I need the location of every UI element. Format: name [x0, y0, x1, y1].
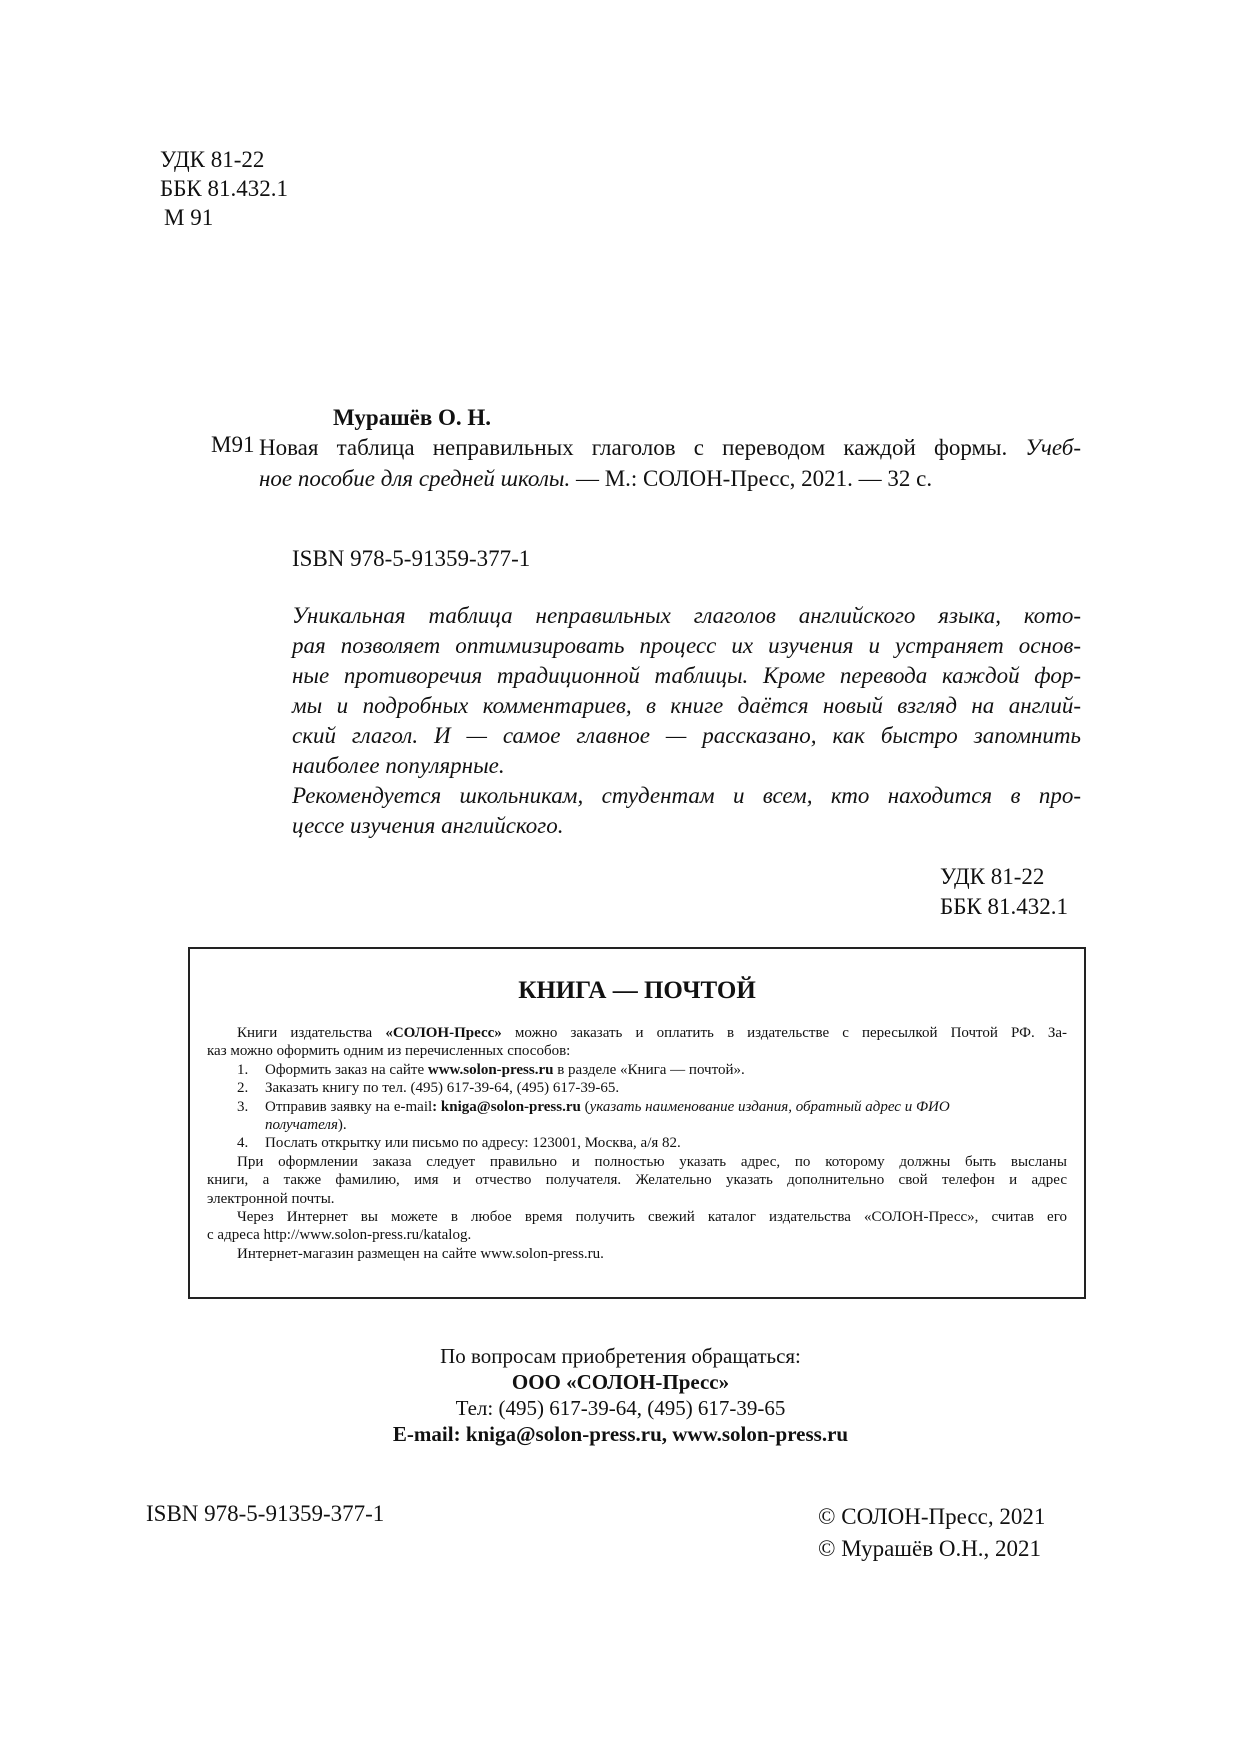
order-method-item-continuation: получателя).: [265, 1117, 347, 1134]
order-method-item: 3. Отправив заявку на e-mail: kniga@solon-press.ru (указать наименование издания, обратный адрес и ФИО: [237, 1098, 950, 1115]
company-name: ООО «СОЛОН-Пресс»: [511, 1370, 730, 1394]
book-type-part1: Учеб-: [1025, 435, 1082, 460]
author-name: Мурашёв О. Н.: [333, 405, 492, 430]
book-type-part2: ное пособие для средней школы.: [259, 466, 571, 491]
annotation: [292, 601, 1081, 841]
contacts-heading: По вопросам приобретения обращаться:: [440, 1344, 801, 1368]
annotation-line: ский глагол. И — самое главное — рассказано, как быстро запомнить: [292, 723, 1081, 748]
order-method-item: 2. Заказать книгу по тел. (495) 617-39-64, (495) 617-39-65.: [237, 1080, 620, 1097]
biblio-line-2: [259, 463, 1081, 494]
mail-box-body: [207, 1024, 1067, 1263]
isbn-footer: ISBN 978-5-91359-377-1: [146, 1501, 385, 1526]
order-method-item: 1. Оформить заказ на сайте www.solon-press.ru в разделе «Книга — почтой».: [237, 1061, 745, 1078]
mail-intro-line: Книги издательства «СОЛОН-Пресс» можно заказать и оплатить в издательстве с пересылкой Почтой РФ. За-: [237, 1025, 1067, 1041]
shop-line: Интернет-магазин размещен на сайте www.solon-press.ru.: [237, 1245, 604, 1262]
email-and-website[interactable]: E-mail: kniga@solon-press.ru, www.solon-press.ru: [392, 1422, 849, 1446]
phone-numbers: Тел: (495) 617-39-64, (495) 617-39-65: [455, 1396, 786, 1420]
publication-info: — М.: СОЛОН-Пресс, 2021. — 32 с.: [575, 466, 933, 491]
isbn-entry: ISBN 978-5-91359-377-1: [292, 546, 531, 571]
classification-codes-top: [160, 145, 288, 232]
book-title: Новая таблица неправильных глаголов с переводом каждой формы.: [259, 435, 1008, 460]
order-method-item: 4. Послать открытку или письмо по адресу: 123001, Москва, а/я 82.: [237, 1135, 681, 1152]
note-line: При оформлении заказа следует правильно и полностью указать адрес, по которому должны быть высланы: [237, 1153, 1067, 1170]
bbk-code: ББК 81.432.1: [940, 894, 1069, 919]
catalog-line: Через Интернет вы можете в любое время получить свежий каталог издательства «СОЛОН-Пресс», считав его: [237, 1209, 1067, 1226]
copyright-author: © Мурашёв О.Н., 2021: [818, 1536, 1042, 1561]
bbk-code: ББК 81.432.1: [160, 176, 289, 201]
udk-code: УДК 81-22: [940, 864, 1045, 889]
note-line: электронной почты.: [207, 1190, 335, 1207]
annotation-line: Уникальная таблица неправильных глаголов английского языка, кото-: [292, 603, 1081, 628]
udk-code: УДК 81-22: [160, 147, 265, 172]
biblio-line-1: [259, 432, 1081, 463]
author-mark-code: М 91: [164, 205, 214, 230]
note-line: книги, а также фамилию, имя и отчество получателя. Желательно указать дополнительно свой телефон и адрес: [207, 1172, 1067, 1189]
annotation-line: мы и подробных комментариев, в книге даётся новый взгляд на англий-: [292, 693, 1081, 718]
annotation-line: цессе изучения английского.: [292, 813, 564, 838]
annotation-line: наиболее популярные.: [292, 753, 505, 778]
copyright-block: [818, 1501, 1045, 1565]
annotation-line: рая позволяет оптимизировать процесс их изучения и устраняет основ-: [292, 633, 1081, 658]
mail-intro-line: каз можно оформить одним из перечисленных способов:: [207, 1043, 571, 1060]
author-mark: М91: [211, 432, 255, 457]
website-link[interactable]: www.solon-press.ru: [427, 1061, 554, 1078]
mail-box-title: КНИГА — ПОЧТОЙ: [518, 977, 756, 1004]
catalog-line: с адреса http://www.solon-press.ru/katalog.: [207, 1227, 472, 1244]
purchase-contacts: [0, 1343, 1241, 1447]
annotation-line: ные противоречия традиционной таблицы. Кроме перевода каждой фор-: [292, 663, 1081, 688]
annotation-line: Рекомендуется школьникам, студентам и всем, кто находится в про-: [292, 783, 1081, 808]
copyright-publisher: © СОЛОН-Пресс, 2021: [818, 1504, 1046, 1529]
bibliographic-description: [259, 432, 1081, 494]
book-by-mail-box: [188, 947, 1086, 1299]
classification-codes-right: [940, 862, 1068, 922]
email-link[interactable]: : kniga@solon-press.ru: [432, 1098, 581, 1115]
